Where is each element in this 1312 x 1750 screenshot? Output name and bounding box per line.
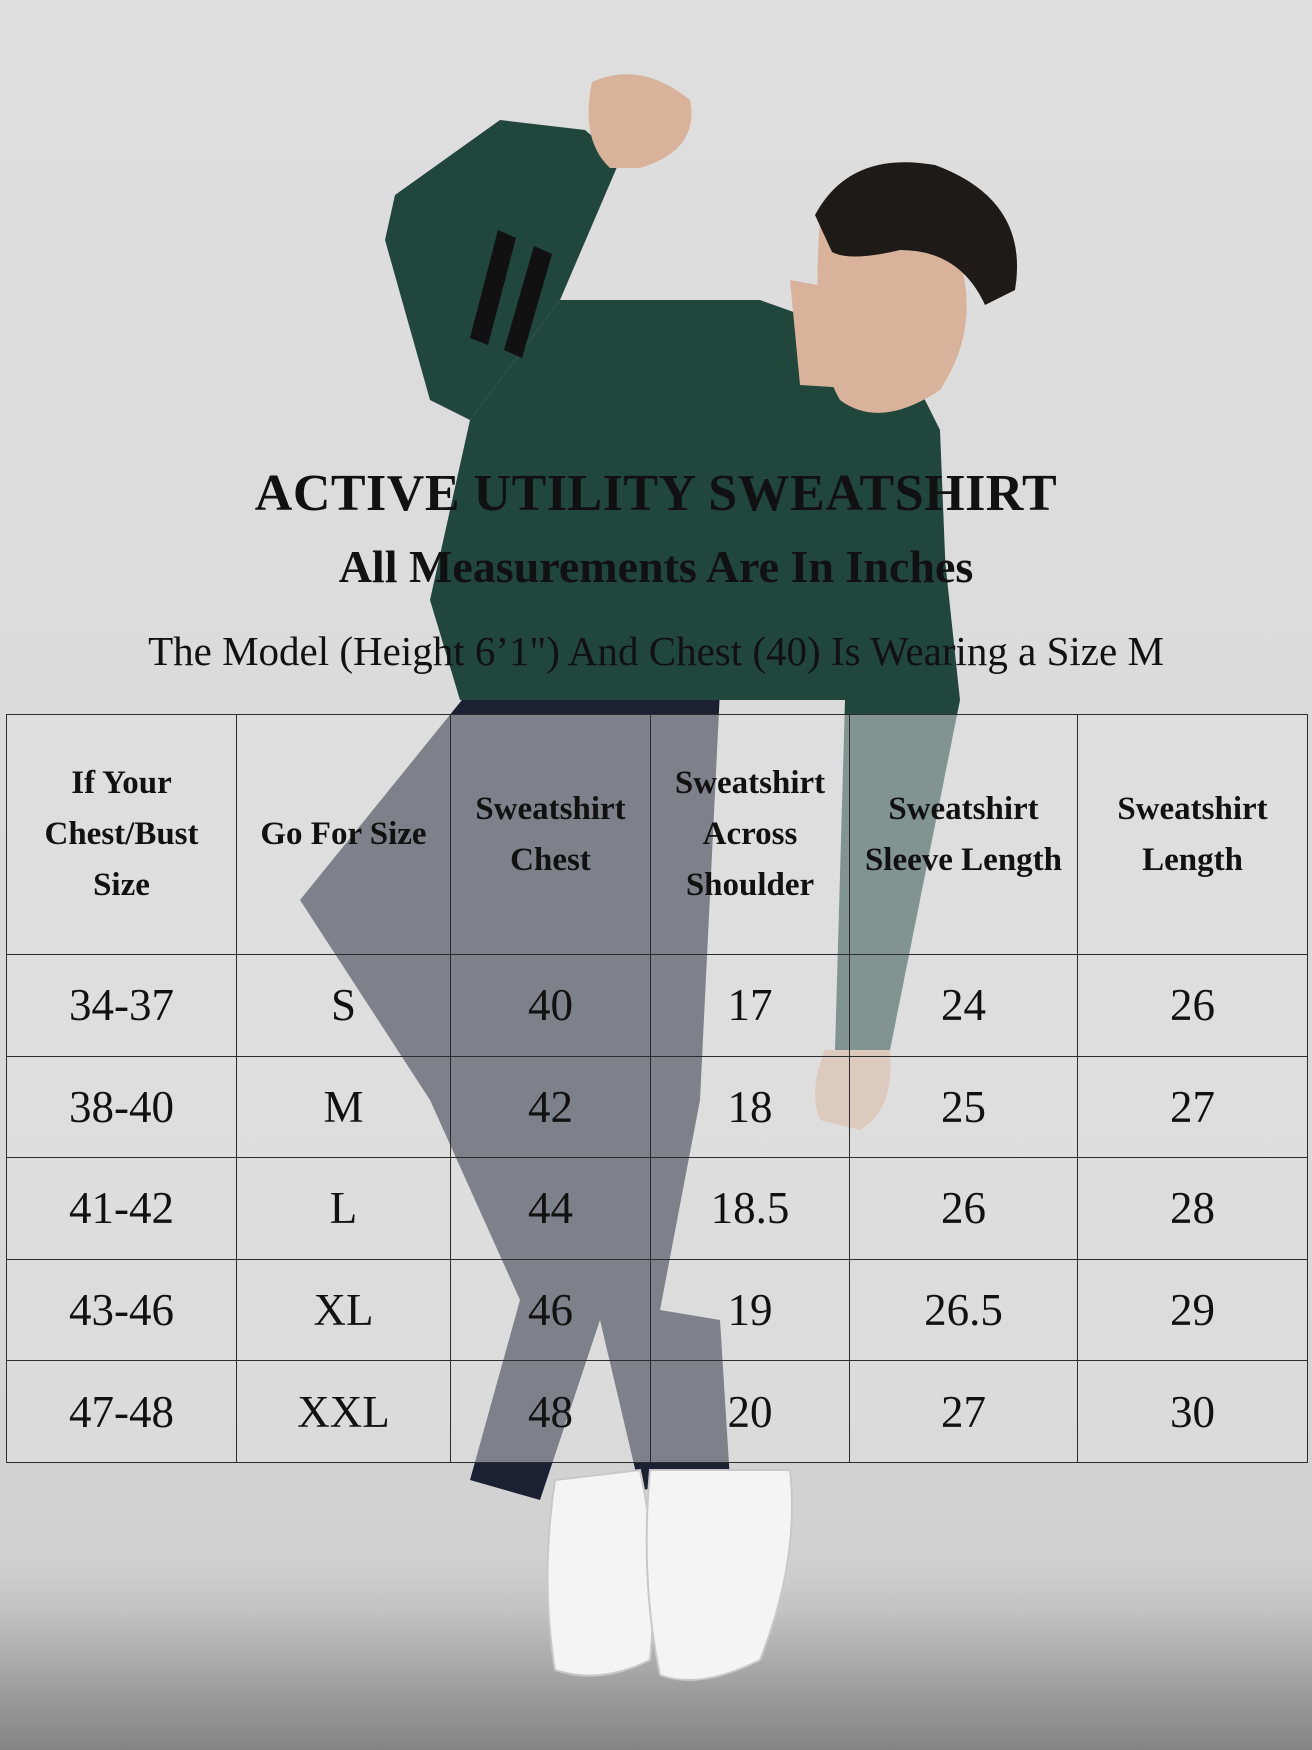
cell-chest-bust-size: 38-40: [7, 1056, 237, 1158]
cell-shoulder: 18.5: [651, 1158, 850, 1260]
cell-size: M: [237, 1056, 451, 1158]
table-header-row: [7, 715, 1308, 955]
cell-shoulder: 18: [651, 1056, 850, 1158]
cell-chest-bust-size: 34-37: [7, 955, 237, 1057]
cell-chest: 42: [451, 1056, 651, 1158]
cell-size: XL: [237, 1259, 451, 1361]
measurement-unit-note: All Measurements Are In Inches: [338, 541, 974, 592]
cell-sleeve-length: 25: [850, 1056, 1078, 1158]
cell-sleeve-length: 26.5: [850, 1259, 1078, 1361]
cell-sleeve-length: 26: [850, 1158, 1078, 1260]
cell-length: 29: [1078, 1259, 1308, 1361]
table-row: [7, 1158, 1308, 1260]
column-header-sweatshirt-length: Sweatshirt Length: [1078, 715, 1308, 955]
cell-sleeve-length: 27: [850, 1361, 1078, 1463]
cell-chest: 46: [451, 1259, 651, 1361]
table-row: [7, 1361, 1308, 1463]
cell-shoulder: 20: [651, 1361, 850, 1463]
cell-chest-bust-size: 41-42: [7, 1158, 237, 1260]
column-header-chest-bust-size: If Your Chest/Bust Size: [7, 715, 237, 955]
model-fit-note: The Model (Height 6’1") And Chest (40) Is Wearing a Size M: [148, 628, 1164, 674]
cell-length: 30: [1078, 1361, 1308, 1463]
cell-shoulder: 19: [651, 1259, 850, 1361]
size-chart-table: [6, 714, 1308, 1463]
table-row: [7, 955, 1308, 1057]
cell-size: L: [237, 1158, 451, 1260]
cell-length: 26: [1078, 955, 1308, 1057]
cell-length: 28: [1078, 1158, 1308, 1260]
page-title: ACTIVE UTILITY SWEATSHIRT: [254, 465, 1058, 522]
column-header-sleeve-length: Sweatshirt Sleeve Length: [850, 715, 1078, 955]
column-header-go-for-size: Go For Size: [237, 715, 451, 955]
table-row: [7, 1056, 1308, 1158]
cell-sleeve-length: 24: [850, 955, 1078, 1057]
cell-length: 27: [1078, 1056, 1308, 1158]
cell-size: XXL: [237, 1361, 451, 1463]
cell-chest-bust-size: 47-48: [7, 1361, 237, 1463]
cell-chest: 44: [451, 1158, 651, 1260]
cell-shoulder: 17: [651, 955, 850, 1057]
column-header-across-shoulder: Sweatshirt Across Shoulder: [651, 715, 850, 955]
cell-chest: 40: [451, 955, 651, 1057]
table-row: [7, 1259, 1308, 1361]
cell-size: S: [237, 955, 451, 1057]
column-header-sweatshirt-chest: Sweatshirt Chest: [451, 715, 651, 955]
cell-chest-bust-size: 43-46: [7, 1259, 237, 1361]
sneakers: [548, 1470, 793, 1680]
cell-chest: 48: [451, 1361, 651, 1463]
